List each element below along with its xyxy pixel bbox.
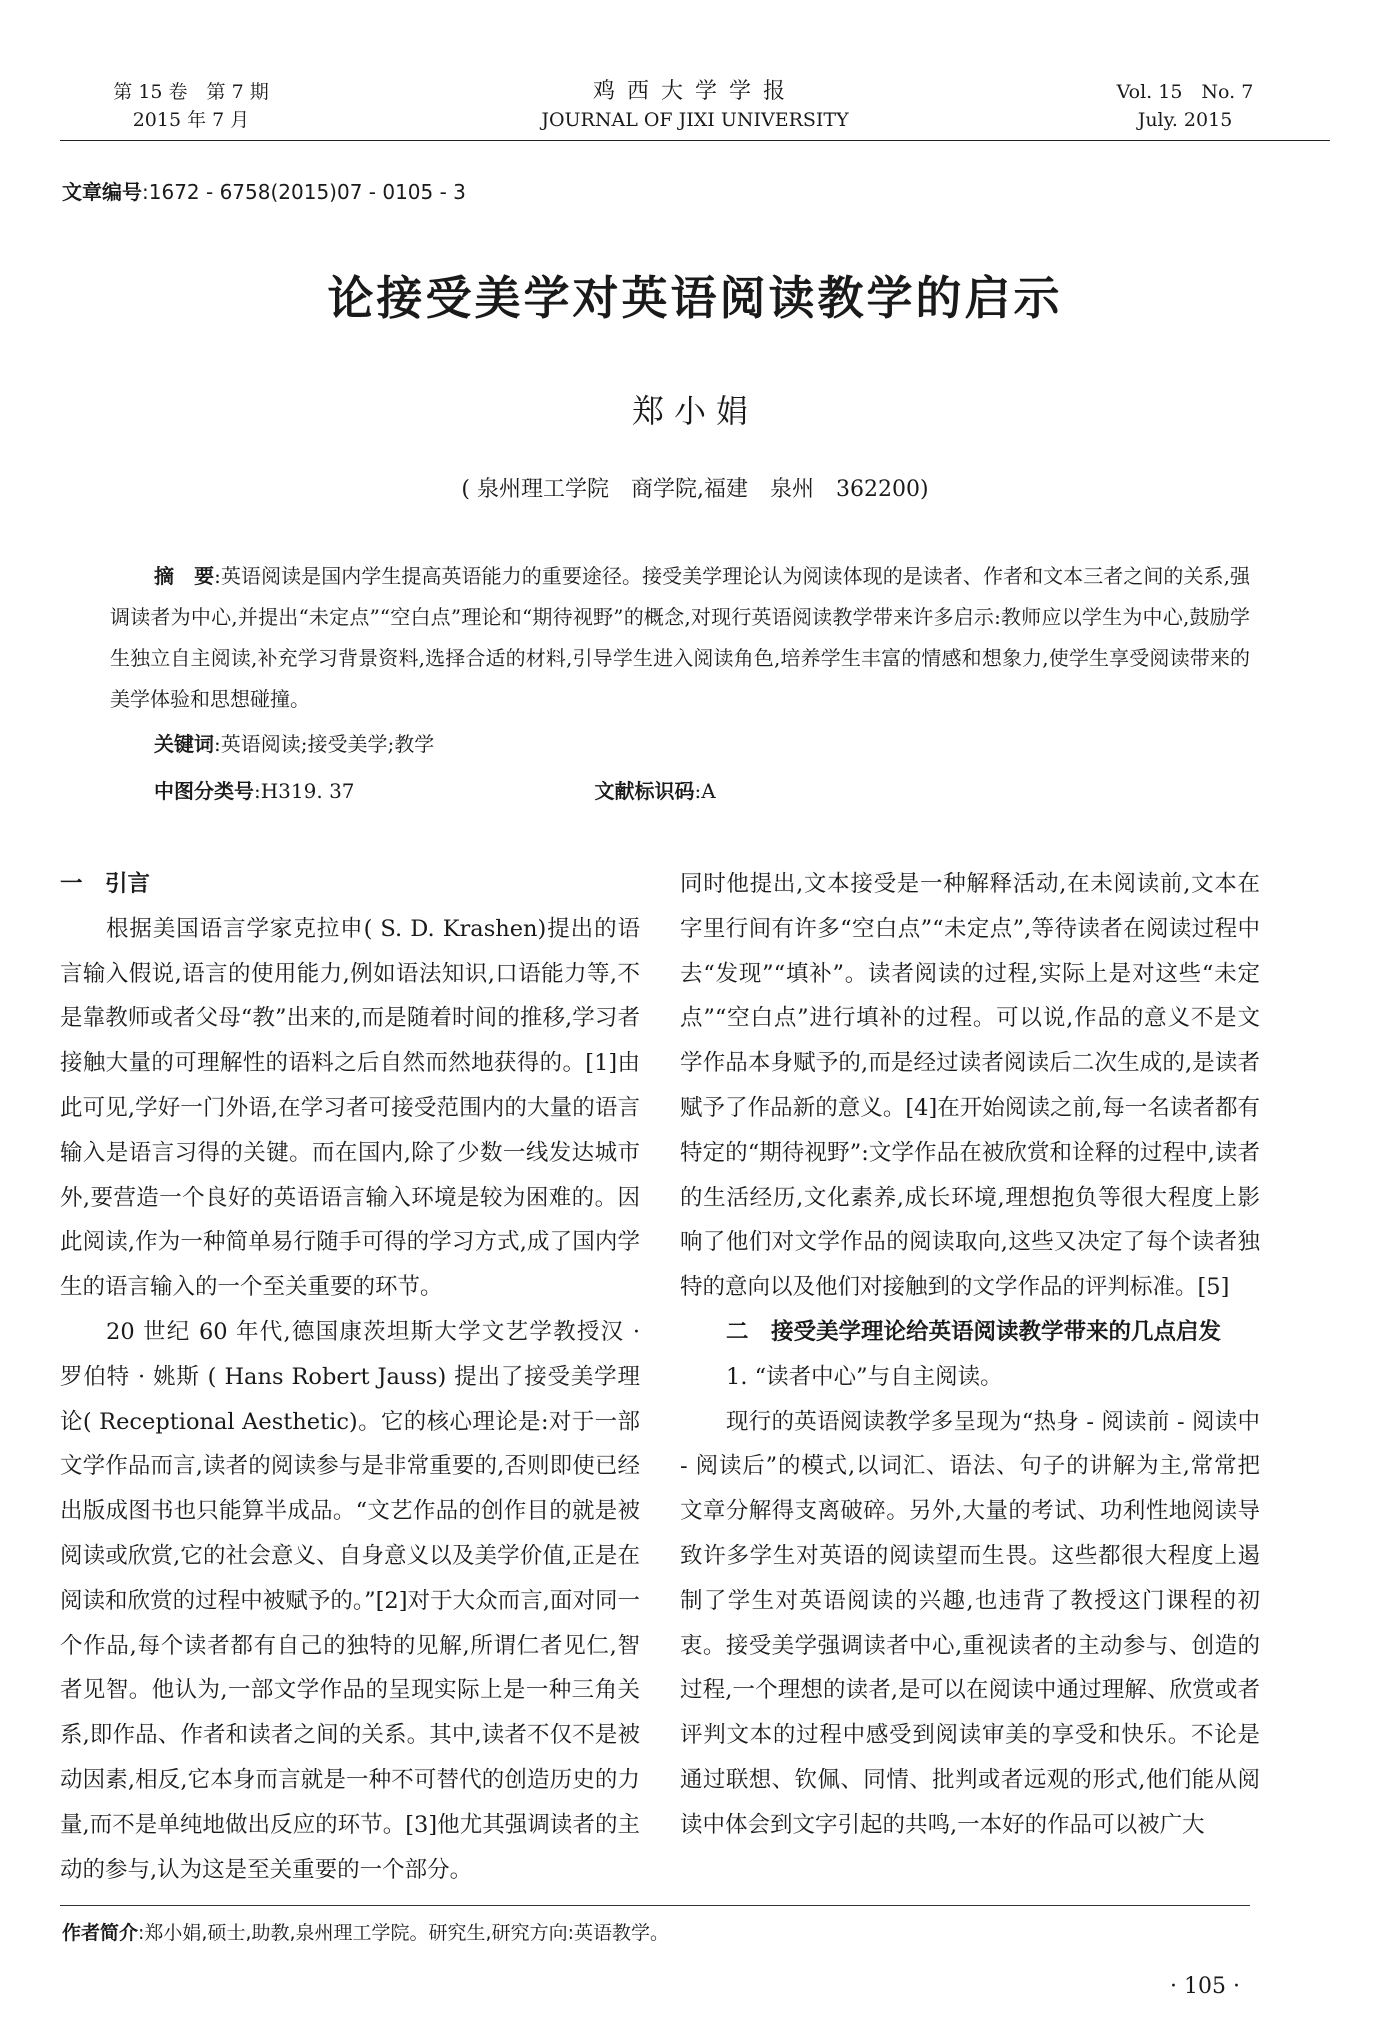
issue-date-text: 2015 年 7 月 (132, 109, 250, 131)
keywords-line (110, 724, 1250, 765)
header-rule (60, 140, 1330, 141)
article-number (62, 176, 466, 205)
keywords-text: :英语阅读;接受美学;教学 (214, 732, 435, 756)
abstract-paragraph (110, 556, 1250, 720)
article-author: 郑小娟 (631, 392, 758, 430)
doc-code-label: 文献标识码 (594, 779, 695, 803)
class-number-label: 中图分类号 (154, 779, 254, 803)
vol-date-text: July. 2015 (1137, 109, 1233, 131)
author-footnote (62, 1918, 669, 1945)
journal-name-chinese: 鸡西大学学报 (592, 79, 797, 104)
journal-name (430, 78, 960, 134)
page-number: · 105 · (1170, 1974, 1240, 1999)
body-paragraph: 现行的英语阅读教学多呈现为“热身 - 阅读前 - 阅读中 - 阅读后”的模式,以词汇、语法、句子的讲解为主,常常把文章分解得支离破碎。另外,大量的考试、功利性地阅读导致许多学生对英语的阅读望而生畏。这些都很大程度上遏制了学生对英语阅读的兴趣,也违背了教授这门课程的初衷。接受美学强调读者中心,重视读者的主动参与、创造的过程,一个理想的读者,是可以在阅读中通过理解、欣赏或者评判文本的过程中感受到阅读审美的享受和快乐。不论是通过联想、钦佩、同情、批判或者远观的形式,他们能从阅读中体会到文字引起的共鸣,一本好的作品可以被广大 (680, 1408, 1260, 1838)
subsection-heading: 1. “读者中心”与自主阅读。 (726, 1363, 1003, 1390)
abstract-text: :英语阅读是国内学生提高英语能力的重要途径。接受美学理论认为阅读体现的是读者、作者和文本三者之间的关系,强调读者为中心,并提出“未定点”“空白点”理论和“期待视野”的概念,对现行英语阅读教学带来许多启示:教师应以学生为中心,鼓励学生独立自主阅读,补充学习背景资料,选择合适的材料,引导学生进入阅读角色,培养学生丰富的情感和想象力,使学生享受阅读带来的美学体验和思想碰撞。 (110, 564, 1250, 711)
footnote-label: 作者简介 (62, 1922, 139, 1944)
vol-no-text: Vol. 15 No. 7 (1116, 81, 1254, 103)
section-heading-two: 二 接受美学理论给英语阅读教学带来的几点启发 (726, 1318, 1222, 1345)
keywords-label: 关键词 (154, 732, 214, 756)
body-column-left (60, 862, 640, 1892)
classification-line (110, 771, 1250, 812)
article-number-value: :1672 - 6758(2015)07 - 0105 - 3 (142, 180, 466, 204)
class-number-value: :H319. 37 (254, 779, 355, 803)
footnote-text: :郑小娟,硕士,助教,泉州理工学院。研究生,研究方向:英语教学。 (138, 1922, 669, 1944)
body-paragraph: 同时他提出,文本接受是一种解释活动,在未阅读前,文本在字里行间有许多“空白点”“未定点”,等待读者在阅读过程中去“发现”“填补”。读者阅读的过程,实际上是对这些“未定点”“空白点”进行填补的过程。可以说,作品的意义不是文学作品本身赋予的,而是经过读者阅读后二次生成的,是读者赋予了作品新的意义。[4]在开始阅读之前,每一名读者都有特定的“期待视野”:文学作品在被欣赏和诠释的过程中,读者的生活经历,文化素养,成长环境,理想抱负等很大程度上影响了他们对文学作品的阅读取向,这些又决定了每个读者独特的意向以及他们对接触到的文学作品的评判标准。[5] (680, 871, 1260, 1301)
volume-issue-text: 第 15 卷 第 7 期 (113, 81, 269, 103)
article-title: 论接受美学对英语阅读教学的启示 (327, 271, 1063, 325)
body-paragraph: 20 世纪 60 年代,德国康茨坦斯大学文艺学教授汉 · 罗伯特 · 姚斯 ( Hans Robert Jauss) 提出了接受美学理论( Receptional Aesthetic)。它的核心理论是:对于一部文学作品而言,读者的阅读参与是非常重要的,否则即使已经出版成图书也只能算半成品。“文艺作品的创作目的就是被阅读或欣赏,它的社会意义、自身意义以及美学价值,正是在阅读和欣赏的过程中被赋予的。”[2]对于大众而言,面对同一个作品,每个读者都有自己的独特的见解,所谓仁者见仁,智者见智。他认为,一部文学作品的呈现实际上是一种三角关系,即作品、作者和读者之间的关系。其中,读者不仅不是被动因素,相反,它本身而言就是一种不可替代的创造历史的力量,而不是单纯地做出反应的环节。[3]他尤其强调读者的主动的参与,认为这是至关重要的一个部分。 (60, 1318, 640, 1883)
footnote-rule (60, 1905, 1250, 1906)
article-number-label: 文章编号 (62, 180, 142, 204)
body-column-right (680, 862, 1260, 1848)
abstract-block (110, 556, 1250, 812)
section-heading-intro: 一 引言 (60, 871, 151, 897)
journal-volume-issue (96, 78, 286, 134)
abstract-label: 摘 要 (154, 564, 215, 588)
journal-volume-english (1110, 78, 1260, 134)
journal-name-english: JOURNAL OF JIXI UNIVERSITY (541, 109, 849, 131)
body-paragraph: 根据美国语言学家克拉申( S. D. Krashen)提出的语言输入假说,语言的使用能力,例如语法知识,口语能力等,不是靠教师或者父母“教”出来的,而是随着时间的推移,学习者接触大量的可理解性的语料之后自然而然地获得的。[1]由此可见,学好一门外语,在学习者可接受范围内的大量的语言输入是语言习得的关键。而在国内,除了少数一线发达城市外,要营造一个良好的英语语言输入环境是较为困难的。因此阅读,作为一种简单易行随手可得的学习方式,成了国内学生的语言输入的一个至关重要的环节。 (60, 915, 640, 1301)
author-affiliation: ( 泉州理工学院 商学院,福建 泉州 362200) (461, 477, 929, 502)
doc-code-value: :A (694, 779, 716, 803)
